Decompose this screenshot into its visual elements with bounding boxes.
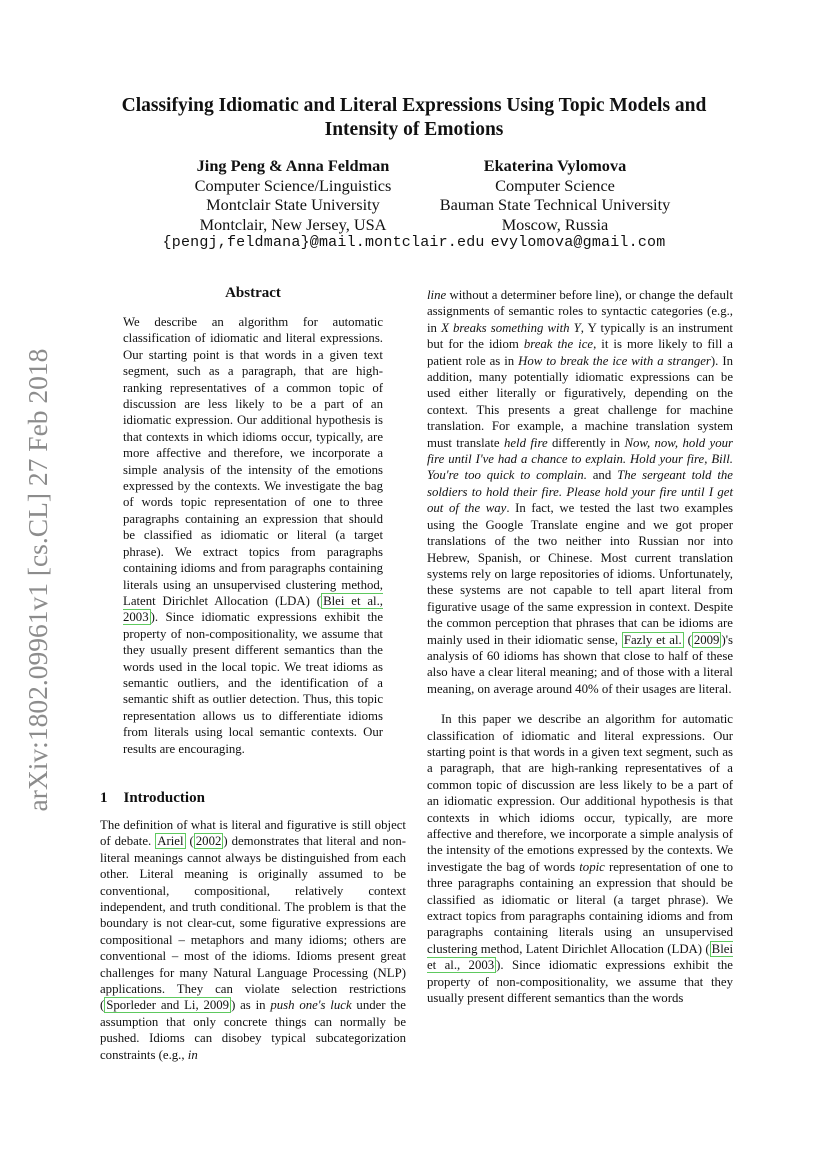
abstract-text: We describe an algorithm for automatic classification of idiomatic and literal expressions. Our starting point is that words in a given text segment, such as a paragraph, that are high-ranking representatives of a common topic of discussion are less likely to be a part of an idiomatic expression. Our additional hypothesis is that contexts in which idioms occur, typically, are more affective and therefore, we incorporate a simple analysis of the intensity of the emotions expressed by the contexts. We investigate the bag of words topic representation of one to three paragraphs containing an expression that should be classified as idiomatic or literal (a target phrase). We extract topics from paragraphs containing idioms and from paragraphs containing literals using an unsupervised clustering method, Latent Dirichlet Allocation (LDA) (: [123, 315, 383, 608]
introduction-body: [100, 817, 406, 1063]
body-text: representation of one to three paragraphs containing an expression that should be classified as idiomatic or literal (a target phrase). We extract topics from paragraphs containing idioms and from paragraphs containing literals using an unsupervised clustering method, Latent Dirichlet Allocation (LDA) (: [427, 859, 733, 956]
arxiv-identifier-stamp: [8, 340, 68, 820]
author-block-bauman: [420, 156, 690, 234]
body-text: . In fact, we tested the last two examples using the Google Translate engine and we got proper translations of the two neither into Russian nor into Hebrew, Spanish, or Chinese. Most current translation systems rely on large repositories of idioms. Unfortunately, these systems are not capable to tell apart literal from figurative usage of the same expression in context. Despite the common perception that phrases that can be idioms are mainly used in their idiomatic sense,: [427, 501, 733, 647]
author-department: Computer Science: [495, 175, 615, 195]
body-text: differently in: [547, 435, 625, 450]
example-phrase: X breaks something with Y: [441, 320, 581, 335]
example-phrase: line: [427, 288, 447, 302]
right-column-body: [427, 287, 733, 1006]
body-text: )'s analysis of 60 idioms has shown that close to half of these also have a clear literal meaning; and of those with a literal meaning, on average around 40% of their usages are literal.: [427, 632, 733, 696]
example-phrase: Now, now, hold your fire until I've had a chance to explain. Hold your fire, Bill. You're too quick to complain.: [427, 435, 734, 483]
body-text: under the assumption that only concrete things can normally be pushed. Idioms can disobey typical subcategorization constraints (e.g.,: [100, 998, 406, 1062]
body-text: ). Since idiomatic expressions exhibit the property of non-compositionality, we assume that they usually present different semantics than the words: [427, 958, 733, 1006]
body-text: ). In addition, many potentially idiomatic expressions can be used either literally or figuratively, depending on the context. This presents a great challenge for machine translation. For example, a machine translation system must translate: [427, 353, 733, 450]
author-department: Computer Science/Linguistics: [194, 175, 392, 195]
author-name: Ekaterina Vylomova: [483, 156, 627, 175]
body-text: , it is more likely to fill a patient role as in: [427, 337, 733, 368]
body-text: The definition of what is literal and figurative is still object of debate.: [100, 818, 406, 849]
example-phrase: break the ice: [523, 337, 594, 352]
citation-link[interactable]: Blei et al., 2003: [427, 941, 733, 973]
body-text: and: [586, 468, 618, 483]
author-affiliation: Montclair State University: [206, 195, 380, 215]
paper-title: Classifying Idiomatic and Literal Expressions Using Topic Models and Intensity of Emotions: [121, 95, 707, 140]
body-text: , Y typically is an instrument but for the idiom: [427, 320, 733, 352]
abstract-body: [123, 314, 383, 757]
author-block-montclair: [148, 156, 438, 234]
abstract-heading: Abstract: [225, 285, 281, 301]
citation-link[interactable]: Blei et al., 2003: [123, 593, 383, 625]
email-montclair[interactable]: {pengj,feldmana}@mail.montclair.edu: [162, 234, 485, 251]
author-emails: [92, 234, 736, 251]
body-text: ) demonstrates that literal and non-literal meanings cannot always be distinguished from each other. Literal meaning is originally assumed to be conventional, compositional, relatively context independent, and truth conditional. The problem is that the boundary is not clear-cut, some figurative expressions are compositional – metaphors and many idioms; others are conventional – most of the idioms. Idioms present great challenges for many Natural Language Processing (NLP) applications. They can violate selection restrictions (: [100, 834, 406, 1013]
citation-link[interactable]: 2009: [693, 632, 720, 647]
example-phrase: push one's luck: [270, 998, 352, 1013]
citation-link[interactable]: Sporleder and Li, 2009: [106, 998, 230, 1013]
section-title: Introduction: [123, 790, 205, 806]
section-number: 1: [100, 790, 108, 806]
emphasized-word: topic: [579, 859, 605, 874]
example-phrase: held fire: [503, 435, 548, 450]
author-affiliation: Bauman State Technical University: [439, 195, 671, 215]
citation-link[interactable]: Fazly et al.: [623, 632, 682, 647]
section-heading-introduction: [100, 790, 205, 807]
arxiv-identifier-text: arXiv:1802.09961v1 [cs.CL] 27 Feb 2018: [22, 348, 53, 812]
example-phrase: in: [187, 1047, 198, 1062]
author-name: Jing Peng & Anna Feldman: [196, 156, 390, 175]
author-location: Moscow, Russia: [501, 214, 609, 234]
citation-link[interactable]: Ariel: [157, 834, 184, 849]
example-phrase: The sergeant told the soldiers to hold their fire. Please hold your fire until I get out of the way: [427, 468, 733, 516]
body-text: (: [683, 632, 692, 647]
author-location: Montclair, New Jersey, USA: [199, 214, 387, 234]
abstract-text: ). Since idiomatic expressions exhibit the property of non-compositionality, we assume that they usually present different semantics than the words used in the local topic. We treat idioms as semantic outliers, and the identification of a semantic shift as outlier detection. Thus, this topic representation allows us to differentiate idioms from literals using local semantic contexts. Our results are encouraging.: [123, 610, 383, 756]
body-text: without a determiner before line), or change the default assignments of semantic roles to syntactic categories (e.g., in: [427, 288, 733, 335]
body-text: In this paper we describe an algorithm for automatic classification of idiomatic and literal expressions. Our starting point is that words in a given text segment, such as a paragraph, that are high-ranking representatives of a common topic of discussion are less likely to be a part of an idiomatic expression. Our additional hypothesis is that contexts in which idioms occur, typically, are more affective and therefore, we incorporate a simple analysis of the intensity of the emotions expressed by the contexts. We investigate the bag of words: [427, 712, 733, 874]
body-text: (: [185, 834, 194, 849]
example-phrase: How to break the ice with a stranger: [518, 353, 711, 368]
body-text: ) as in: [231, 998, 271, 1013]
email-vylomova[interactable]: evylomova@gmail.com: [490, 234, 666, 251]
citation-link[interactable]: 2002: [195, 834, 222, 849]
